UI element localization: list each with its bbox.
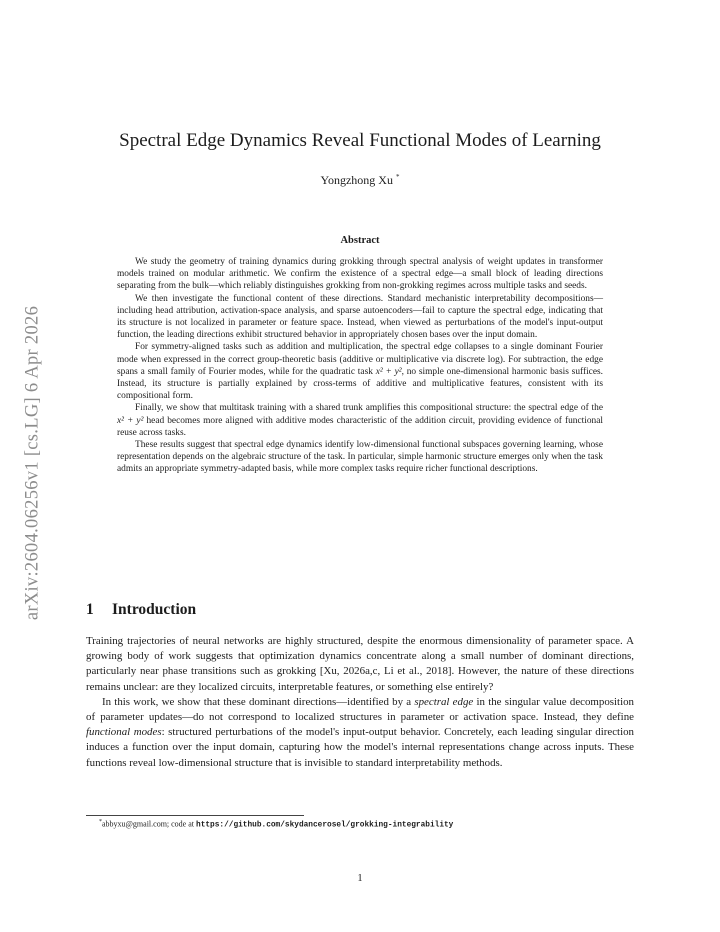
abstract-body bbox=[117, 256, 603, 476]
abstract-paragraph bbox=[117, 341, 603, 402]
author-name: Yongzhong Xu bbox=[320, 173, 393, 187]
arxiv-sidebar-stamp bbox=[20, 262, 46, 664]
page-number: 1 bbox=[357, 873, 363, 884]
abstract-text: For symmetry-aligned tasks such as addition and multiplication, the spectral edge collapses to a single dominant Fourier mode when expressed in the correct group-theoretic basis (additive or multiplicative via discrete log). For subtraction, the edge spans a small family of Fourier modes, while for the quadratic task bbox=[117, 342, 603, 377]
paper-title: Spectral Edge Dynamics Reveal Functional Modes of Learning bbox=[119, 130, 601, 151]
abstract-text: Finally, we show that multitask training with a shared trunk amplifies this compositional structure: the spectral edge of the bbox=[135, 403, 603, 414]
emphasis-term: spectral edge bbox=[414, 695, 474, 708]
intro-paragraph bbox=[86, 695, 634, 771]
intro-text: in the singular value decomposition of parameter updates—do not correspond to localized structures in parameter or activation space. Instead, they define bbox=[86, 695, 635, 724]
abstract-paragraph: These results suggest that spectral edge dynamics identify low-dimensional functional subspaces governing learning, whose representation depends on the algebraic structure of the task. In particular, simple harmonic structure emerges only when the task admits an appropriate symmetry-adapted basis, while more complex tasks require richer functional descriptions. bbox=[117, 440, 603, 475]
footnote-divider bbox=[86, 815, 304, 816]
abstract-text: head becomes more aligned with additive modes characteristic of the addition circuit, providing evidence of functional reuse across tasks. bbox=[117, 415, 603, 438]
footnote-text: abbyxu@gmail.com; code at bbox=[102, 819, 197, 829]
intro-paragraph: Training trajectories of neural networks are highly structured, despite the enormous dimensionality of parameter space. A growing body of work suggests that optimization dynamics concentrate along a small number of dominant directions, particularly near phase transitions such as grokking [Xu, 2026a,c, Li et al., 2018]. However, the nature of these directions remains unclear: are they localized circuits, interpretable features, or something else entirely? bbox=[86, 635, 634, 693]
arxiv-identifier: arXiv:2604.06256v1 [cs.LG] 6 Apr 2026 bbox=[22, 305, 43, 621]
abstract-paragraph: We study the geometry of training dynamics during grokking through spectral analysis of weight updates in transformer models trained on modular arithmetic. We confirm the existence of a spectral edge—a small block of leading directions separating from the bulk—which reliably distinguishes grokking from non-grokking regimes across multiple tasks and seeds. bbox=[117, 257, 603, 292]
section-title: Introduction bbox=[112, 601, 197, 618]
abstract-paragraph bbox=[117, 402, 603, 439]
intro-text: : structured perturbations of the model's input-output behavior. Concretely, each leading singular direction induces a function over the input domain, capturing how the model's internal representations change across inputs. These functions reveal low-dimensional structure that is invisible to standard interpretability methods. bbox=[86, 726, 634, 769]
math-expression: x² + y² bbox=[117, 415, 144, 426]
footnote bbox=[99, 819, 453, 830]
intro-text: In this work, we show that these dominant directions—identified by a bbox=[102, 695, 415, 708]
emphasis-term: functional modes bbox=[86, 726, 162, 739]
author-footnote-mark: * bbox=[395, 173, 400, 181]
section-number: 1 bbox=[86, 601, 94, 618]
introduction-body bbox=[86, 634, 634, 771]
code-url-link[interactable]: https://github.com/skydancerosel/grokking-integrability bbox=[196, 821, 454, 830]
abstract-text: We then investigate the functional content of these directions. Standard mechanistic interpretability decompositions—including head attribution, activation-space analysis, and sparse autoencoders—fail to capture the spectral edge, indicating that its structure is not localized in parameter or feature space. Instead, when viewed as perturbations of the model's input-output function, the leading directions exhibit structured behavior in appropriately chosen bases over the input domain. bbox=[117, 293, 603, 341]
abstract-heading: Abstract bbox=[340, 235, 380, 246]
abstract-paragraph bbox=[117, 293, 603, 342]
math-expression: x² + y² bbox=[375, 366, 402, 377]
section-heading-introduction bbox=[86, 601, 196, 619]
footnote-mark: * bbox=[99, 819, 102, 825]
abstract-text: , no simple one-dimensional harmonic basis suffices. Instead, its structure is partially explained by cross-terms of additive and multiplicative features, consistent with its compositional form. bbox=[117, 366, 603, 402]
author-line bbox=[60, 173, 660, 188]
